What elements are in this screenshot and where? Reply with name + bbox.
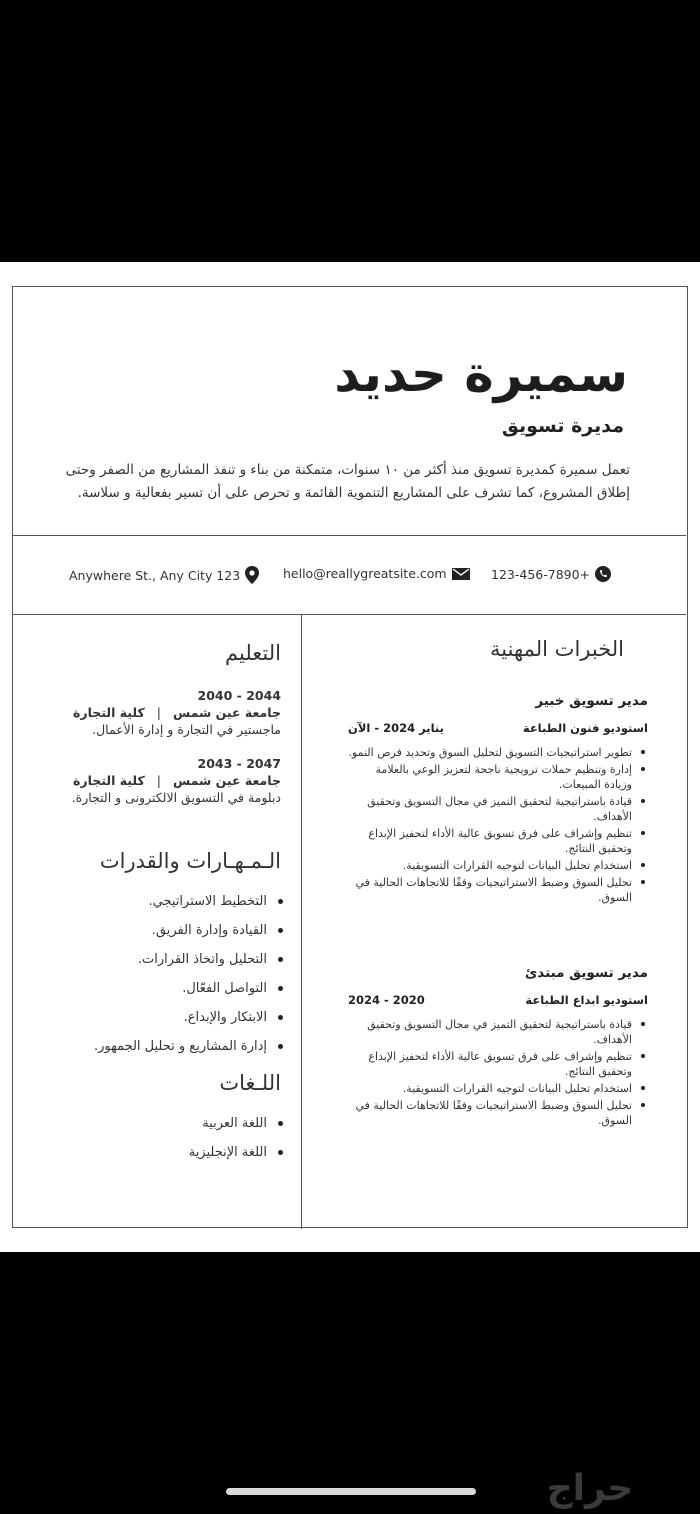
profile-summary: تعمل سميرة كمديرة تسويق منذ أكثر من ١٠ سنوات، متمكنة من بناء و تنفذ المشاريع من الصفر وحتى إطلاق المشروع، كما تشرف على المشاريع التنموية القائمة و تحرص على أن تسير بفعالية و سلاسة. (65, 462, 630, 501)
skills-heading: الـمـهـارات والقدرات (99, 849, 281, 873)
job-dates: يناير 2024 - الآن (348, 721, 444, 735)
university-name: جامعة عين شمس (172, 773, 281, 788)
job-responsibilities (346, 1017, 646, 1130)
responsibility-item: تنظيم وإشراف على فرق تسويق عالية الأداء لتحفيز الإبداع وتحقيق النتائج. (346, 826, 646, 856)
job-dates: 2020 - 2024 (348, 993, 425, 1007)
languages-heading: اللـغات (219, 1071, 281, 1095)
responsibility-item: تطوير استراتيجيات التسويق لتحليل السوق وتحديد فرص النمو. (346, 745, 646, 760)
job-company: استوديو ابداع الطباعة (525, 993, 648, 1007)
responsibility-item: إدارة وتنظيم حملات ترويجية ناجحة لتعزيز الوعي بالعلامة وزيادة المبيعات. (346, 762, 646, 792)
education-institution (21, 704, 281, 721)
responsibility-item: تحليل السوق وضبط الاستراتيجيات وفقًا للاتجاهات الحالية في السوق. (346, 875, 646, 905)
contact-email (283, 566, 470, 581)
skill-item: الابتكار والإبداع. (35, 1003, 285, 1032)
home-indicator[interactable] (226, 1488, 476, 1495)
language-item: اللغة العربية (35, 1109, 285, 1138)
job-title: مدير تسويق مبتدئ (524, 965, 648, 981)
languages-list (35, 1109, 285, 1167)
education-years: 2043 - 2047 (197, 756, 281, 771)
skill-item: التحليل واتخاذ القرارات. (35, 945, 285, 974)
job-company: استوديو فنون الطباعة (522, 721, 648, 735)
skills-list (35, 887, 285, 1061)
resume-image (0, 262, 700, 1252)
contact-phone (491, 566, 611, 582)
contact-address (69, 566, 259, 584)
location-pin-icon (245, 566, 259, 584)
phone-number: 123-456-7890+ (491, 566, 591, 582)
resume-header (13, 287, 686, 535)
address-text: Anywhere St., Any City 123 (69, 567, 241, 583)
education-institution (21, 772, 281, 789)
skill-item: التخطيط الاستراتيجي. (35, 887, 285, 916)
separator: | (156, 705, 161, 720)
candidate-name: سميرة حديد (334, 345, 628, 403)
skill-item: إدارة المشاريع و تحليل الجمهور. (35, 1032, 285, 1061)
skill-item: التواصل الفعّال. (35, 974, 285, 1003)
resume-document (12, 286, 688, 1228)
separator: | (156, 773, 161, 788)
job-responsibilities (346, 745, 646, 907)
education-degree: دبلومة في التسويق الالكترونى و التجارة. (71, 790, 281, 805)
left-column (13, 615, 302, 1229)
experience-heading: الخبرات المهنية (490, 637, 624, 661)
education-item (21, 755, 281, 806)
responsibility-item: قيادة باستراتيجية لتحقيق التميز في مجال التسويق وتحقيق الأهداف. (346, 1017, 646, 1047)
job-meta (348, 721, 648, 739)
education-years: 2040 - 2044 (197, 688, 281, 703)
faculty-name: كلية التجارة (73, 773, 145, 788)
right-column (302, 615, 686, 1229)
job-title: مدير تسويق خبير (535, 693, 648, 709)
bottom-area (0, 1252, 700, 1514)
responsibility-item: قيادة باستراتيجية لتحقيق التميز في مجال التسويق وتحقيق الأهداف. (346, 794, 646, 824)
responsibility-item: استخدام تحليل البيانات لتوجيه القرارات التسويقية. (346, 1081, 646, 1096)
education-degree: ماجستير في التجارة و إدارة الأعمال. (92, 722, 281, 737)
skill-item: القيادة وإدارة الفريق. (35, 916, 285, 945)
language-item: اللغة الإنجليزية (35, 1138, 285, 1167)
email-address: hello@reallygreatsite.com (283, 566, 447, 581)
envelope-icon (452, 567, 470, 581)
haraj-watermark-logo (500, 1466, 680, 1510)
responsibility-item: تنظيم وإشراف على فرق تسويق عالية الأداء لتحفيز الإبداع وتحقيق النتائج. (346, 1049, 646, 1079)
job-meta (348, 993, 648, 1011)
candidate-title: مديرة تسويق (501, 415, 624, 437)
faculty-name: كلية التجارة (73, 705, 145, 720)
contact-bar (13, 535, 686, 615)
watermark-text: حراج (546, 1468, 634, 1509)
university-name: جامعة عين شمس (172, 705, 281, 720)
education-heading: التعليم (225, 641, 281, 665)
responsibility-item: استخدام تحليل البيانات لتوجيه القرارات التسويقية. (346, 858, 646, 873)
phone-icon (595, 566, 611, 582)
responsibility-item: تحليل السوق وضبط الاستراتيجيات وفقًا للاتجاهات الحالية في السوق. (346, 1098, 646, 1128)
education-item (21, 687, 281, 738)
